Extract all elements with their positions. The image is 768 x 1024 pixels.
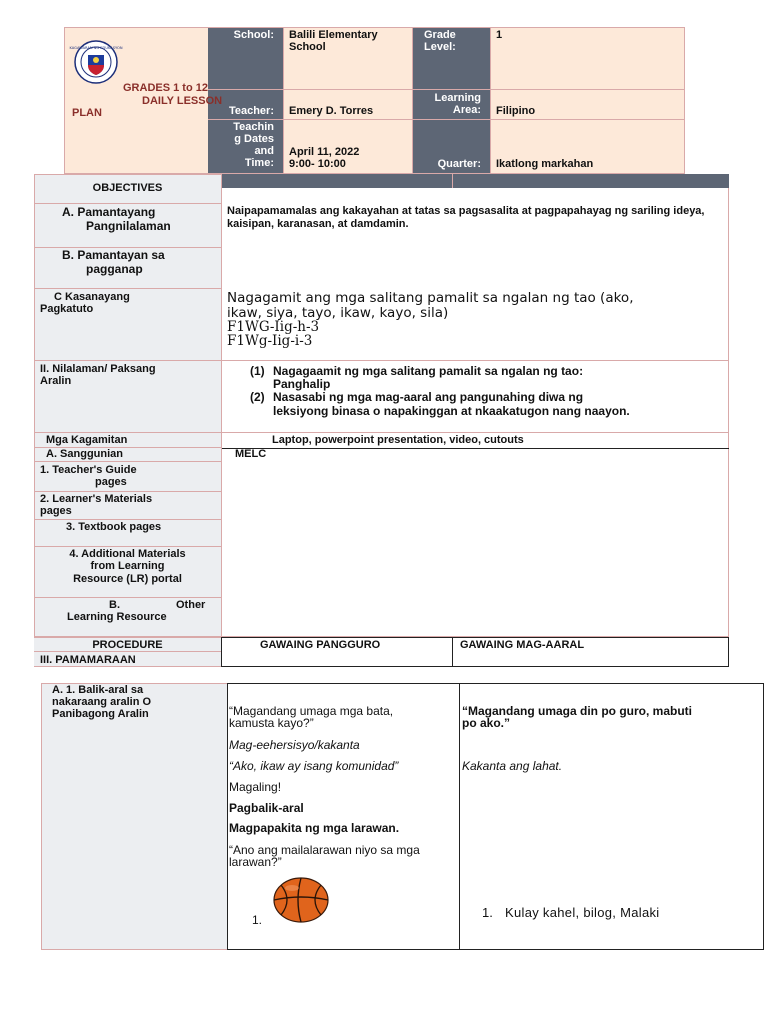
teacher-show-pictures: Magpapakita ng mga larawan.	[229, 821, 400, 835]
review-label-line-3: Panibagong Aralin	[52, 708, 149, 720]
school-value-line-2: School	[289, 41, 326, 53]
basketball-icon	[272, 876, 330, 924]
sanggunian-label: A. Sanggunian	[46, 448, 123, 460]
content-item-2-line-1: Nasasabi ng mga mag-aaral ang pangunahing diwa ng	[273, 390, 584, 404]
teachers-guide-line-1: 1. Teacher's Guide	[40, 464, 137, 476]
header-title-line-3: PLAN	[72, 107, 102, 119]
student-item-1-num: 1.	[482, 905, 493, 920]
area-label-line-1: Learning	[434, 92, 481, 104]
teacher-exercise: Mag-eehersisyo/kakanta	[229, 738, 360, 752]
teacher-song: “Ako, ikaw ay isang komunidad”	[229, 759, 399, 773]
teacher-review-heading: Pagbalik-aral	[229, 801, 304, 815]
objective-a-label-line-2: Pangnilalaman	[86, 219, 171, 233]
learners-materials-line-2: pages	[40, 505, 72, 517]
content-item-1-line-1: Nagagaamit ng mga salitang pamalit sa ngalan ng tao:	[273, 364, 584, 378]
teacher-label: Teacher:	[228, 105, 274, 117]
materials-label: Mga Kagamitan	[46, 434, 128, 446]
school-label: School:	[233, 29, 274, 41]
objective-b-label-line-1: B. Pamantayan sa	[62, 248, 165, 262]
header-title-line-2: DAILY LESSON	[142, 95, 223, 107]
additional-materials-line-1: 4. Additional Materials	[69, 548, 186, 560]
quarter-value: Ikatlong markahan	[496, 158, 594, 170]
materials-value: Laptop, powerpoint presentation, video, cutouts	[272, 434, 524, 446]
teacher-greeting-line-1: “Magandang umaga mga bata,	[229, 704, 394, 718]
teacher-praise: Magaling!	[229, 780, 282, 794]
teacher-item-1-num: 1.	[252, 913, 263, 927]
objective-c-label-line-2: Pagkatuto	[40, 303, 94, 315]
other-resource-line-2: Learning Resource	[67, 611, 167, 623]
dates-label-line-3: and	[254, 145, 274, 157]
dates-label-line-1: Teachin	[233, 121, 274, 133]
objective-b-label-line-2: pagganap	[86, 262, 143, 276]
school-value-line-1: Balili Elementary	[289, 29, 378, 41]
objective-c-label-line-1: C Kasanayang	[54, 291, 130, 303]
svg-text:KAGAWARAN NG EDUKASYON: KAGAWARAN NG EDUKASYON	[69, 46, 123, 50]
sanggunian-value: MELC	[235, 448, 267, 460]
objective-c-code-1: F1WG-Iig-h-3	[227, 319, 320, 335]
area-label-line-2: Area:	[452, 104, 481, 116]
procedure-col-student: GAWAING MAG-AARAL	[460, 639, 585, 651]
teacher-value: Emery D. Torres	[289, 105, 374, 117]
dates-label-line-2: g Dates	[234, 133, 274, 145]
content-label-line-2: Aralin	[40, 375, 72, 387]
quarter-label: Quarter:	[437, 158, 481, 170]
student-greeting-line-2: po ako.”	[462, 716, 511, 730]
content-item-1-line-2: Panghalip	[273, 377, 331, 391]
teacher-question-line-2: larawan?”	[229, 855, 282, 869]
textbook-pages: 3. Textbook pages	[66, 521, 162, 533]
student-item-1-text: Kulay kahel, bilog, Malaki	[505, 905, 660, 920]
learners-materials-line-1: 2. Learner's Materials	[40, 493, 153, 505]
area-value: Filipino	[496, 105, 536, 117]
objective-c-text-line-1: Nagagamit ang mga salitang pamalit sa ngalan ng tao (ako,	[227, 290, 634, 306]
grade-label-line-1: Grade	[424, 29, 456, 41]
procedure-label: PROCEDURE	[92, 639, 163, 651]
header-title-line-1: GRADES 1 to 12	[123, 82, 208, 94]
review-label-line-2: nakaraang aralin O	[52, 696, 152, 708]
content-item-2-num: (2)	[250, 390, 265, 404]
dates-value-line-1: April 11, 2022	[289, 146, 360, 158]
additional-materials-line-3: Resource (LR) portal	[73, 573, 182, 585]
pamamaraan-label: III. PAMAMARAAN	[40, 654, 136, 666]
deped-seal-icon	[69, 40, 123, 84]
dates-value-line-2: 9:00- 10:00	[289, 158, 346, 170]
additional-materials-line-2: from Learning	[90, 560, 165, 572]
student-greeting-line-1: “Magandang umaga din po guro, mabuti	[462, 704, 692, 718]
content-label-line-1: II. Nilalaman/ Paksang	[40, 363, 156, 375]
teachers-guide-line-2: pages	[95, 476, 127, 488]
objective-a-label-line-1: A. Pamantayang	[62, 205, 156, 219]
objectives-header-bar	[222, 174, 729, 188]
other-resource-line-1a: B.	[109, 599, 120, 611]
objective-c-text-line-2: ikaw, siya, tayo, ikaw, kayo, sila)	[227, 305, 449, 321]
grade-value: 1	[496, 29, 503, 41]
procedure-col-teacher: GAWAING PANGGURO	[260, 639, 381, 651]
objective-c-code-2: F1Wg-Iig-i-3	[227, 333, 313, 349]
dates-label-line-4: Time:	[244, 157, 274, 169]
content-item-1-num: (1)	[250, 364, 265, 378]
teacher-question-line-1: “Ano ang mailalarawan niyo sa mga	[229, 843, 420, 857]
grade-label-line-2: Level:	[424, 41, 456, 53]
content-item-2-line-2: leksiyong binasa o napakinggan at nkaakatugon nang naayon.	[273, 404, 630, 418]
student-sing: Kakanta ang lahat.	[462, 759, 563, 773]
objective-a-text: Naipapamamalas ang kakayahan at tatas sa pagsasalita at pagpapahayag ng sariling ideya, kaisipan, karanasan, at damdamin.	[227, 205, 705, 230]
teacher-greeting-line-2: kamusta kayo?”	[229, 716, 314, 730]
review-label-line-1: A. 1. Balik-aral sa	[52, 684, 144, 696]
objectives-heading: OBJECTIVES	[92, 182, 163, 194]
other-resource-line-1b: Other	[176, 599, 206, 611]
